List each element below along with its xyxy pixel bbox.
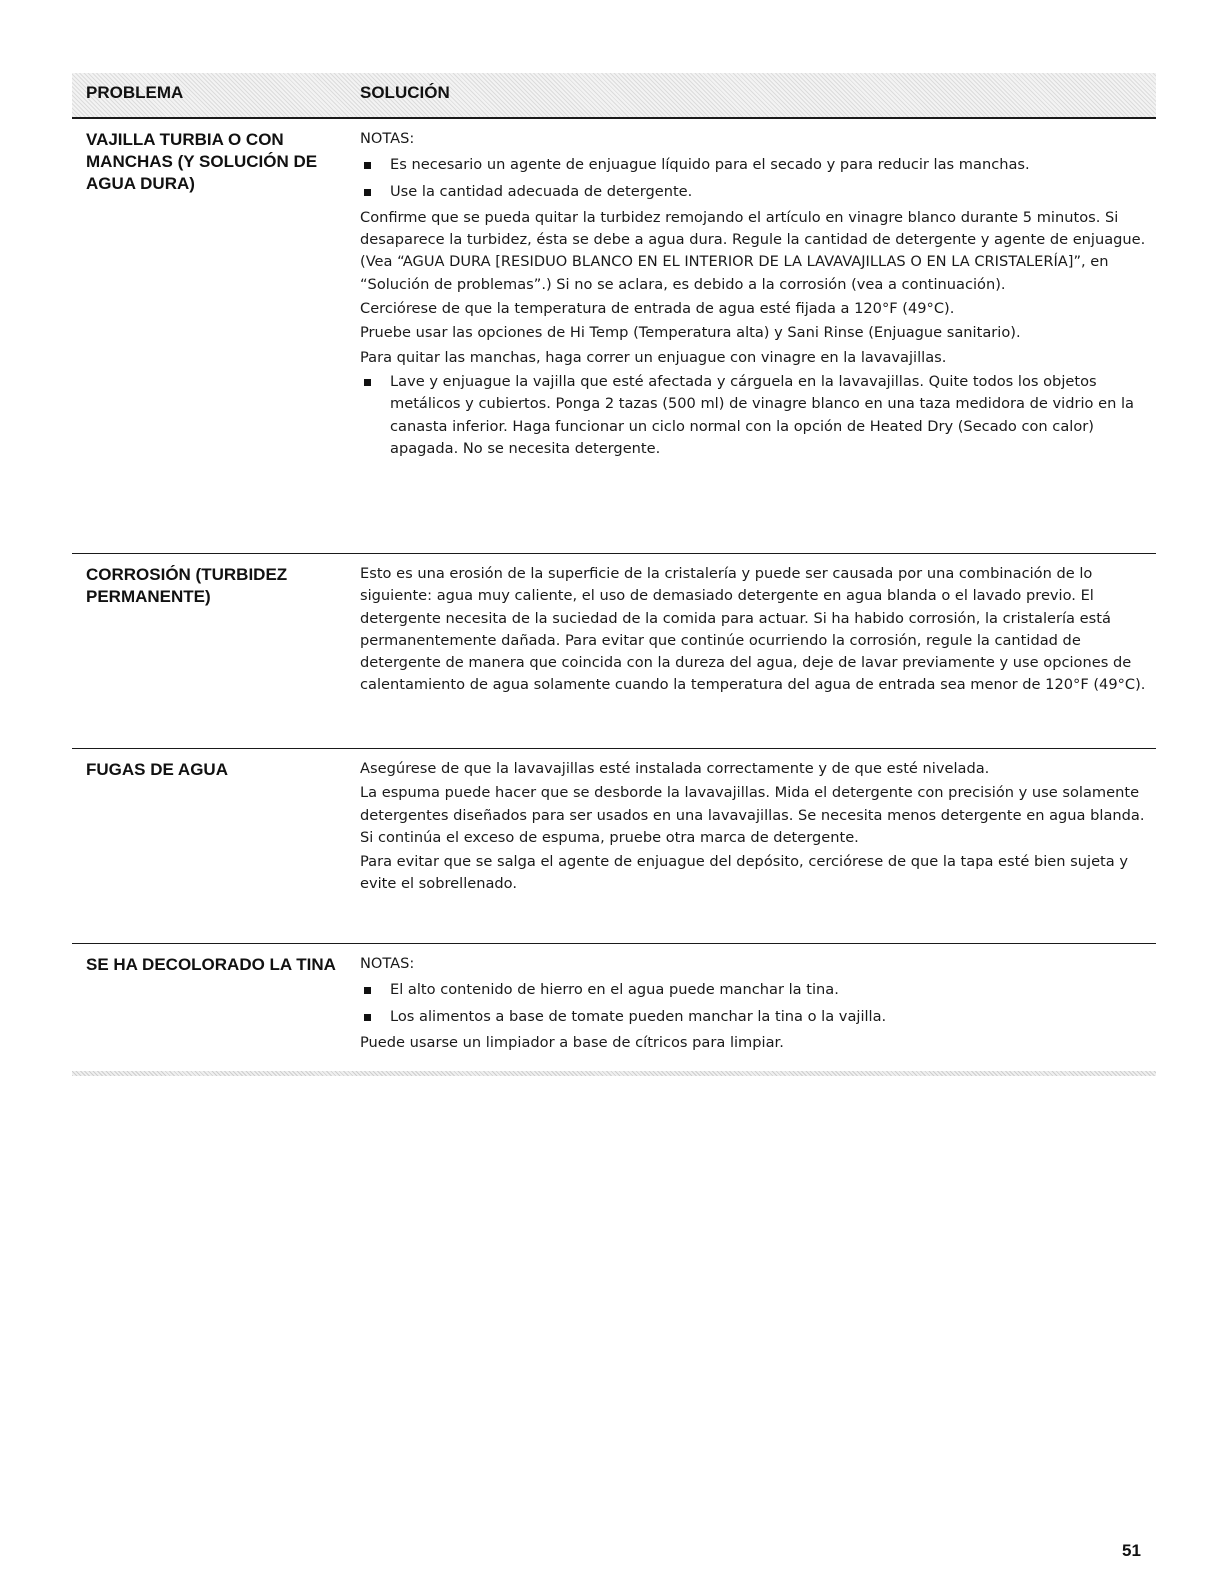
bullet-square-icon xyxy=(364,379,371,386)
solution-text xyxy=(360,563,1150,699)
bullet-square-icon xyxy=(364,189,371,196)
troubleshooting-table xyxy=(72,73,1156,1076)
table-bottom-bar xyxy=(72,1071,1156,1076)
list-item xyxy=(360,371,1150,460)
bullet-square-icon xyxy=(364,162,371,169)
solution-text xyxy=(360,953,1150,1056)
bullet-text: El alto contenido de hierro en el agua puede manchar la tina. xyxy=(390,981,839,999)
bullet-text: Los alimentos a base de tomate pueden manchar la tina o la vajilla. xyxy=(390,1007,887,1025)
bullet-text: Use la cantidad adecuada de detergente. xyxy=(390,182,693,200)
list-item xyxy=(360,181,1150,203)
table-row xyxy=(72,749,1156,944)
solution-text xyxy=(360,758,1150,898)
table-row xyxy=(72,554,1156,749)
problem-title: FUGAS DE AGUA xyxy=(86,760,228,779)
list-item xyxy=(360,1006,1150,1028)
bullet-text: Es necesario un agente de enjuague líquido para el secado y para reducir las manchas. xyxy=(390,156,1030,174)
header-solution: SOLUCIÓN xyxy=(360,83,450,102)
list-item xyxy=(360,979,1150,1001)
table-row xyxy=(72,119,1156,554)
paragraph: Confirme que se pueda quitar la turbidez remojando el artículo en vinagre blanco durante 5 minutos. Si desaparece la turbidez, ésta se debe a agua dura. Regule la cantidad de detergente y agente de enjuague. (Vea “AGUA DURA [RESIDUO BLANCO EN EL INTERIOR DE LA LAVAVAJILLAS O EN LA CRISTALERÍA]”, en “Solución de problemas”.) Si no se aclara, es debido a la corrosión (vea a continuación). xyxy=(360,208,1146,293)
paragraph: Para quitar las manchas, haga correr un enjuague con vinagre en la lavavajillas. xyxy=(360,348,947,366)
problem-title: VAJILLA TURBIA O CON MANCHAS (Y SOLUCIÓN DE AGUA DURA) xyxy=(86,130,318,193)
paragraph: Puede usarse un limpiador a base de cítricos para limpiar. xyxy=(360,1033,784,1051)
paragraph: Asegúrese de que la lavavajillas esté instalada correctamente y de que esté nivelada. xyxy=(360,760,990,777)
paragraph: Pruebe usar las opciones de Hi Temp (Temperatura alta) y Sani Rinse (Enjuague sanitario). xyxy=(360,324,1021,342)
bullet-square-icon xyxy=(364,1014,371,1021)
paragraph: Esto es una erosión de la superficie de la cristalería y puede ser causada por una combinación de lo siguiente: agua muy caliente, el uso de demasiado detergente en agua blanda o el lavado previo. El detergente necesita de la suciedad de la comida para actuar. Si ha habido corrosión, la cristalería está permanentemente dañada. Para evitar que continúe ocurriendo la corrosión, regule la cantidad de detergente de manera que coincida con la dureza del agua, deje de lavar previamente y use opciones de calentamiento de agua solamente cuando la temperatura del agua de entrada sea menor de 120°F (49°C). xyxy=(360,565,1146,694)
paragraph: Cerciórese de que la temperatura de entrada de agua esté fijada a 120°F (49°C). xyxy=(360,300,955,318)
solution-text xyxy=(360,128,1150,464)
header-problem: PROBLEMA xyxy=(86,83,184,102)
problem-title: SE HA DECOLORADO LA TINA xyxy=(86,955,336,974)
bullet-text: Lave y enjuague la vajilla que esté afectada y cárguela en la lavavajillas. Quite todos los objetos metálicos y cubiertos. Ponga 2 tazas (500 ml) de vinagre blanco en una taza medidora de vidrio en la canasta inferior. Haga funcionar un ciclo normal con la opción de Heated Dry (Secado con calor) apagada. No se necesita detergente. xyxy=(390,372,1134,457)
table-row xyxy=(72,944,1156,1071)
list-item xyxy=(360,154,1150,176)
problem-title: CORROSIÓN (TURBIDEZ PERMANENTE) xyxy=(86,565,288,606)
table-header xyxy=(72,73,1156,119)
page-number: 51 xyxy=(1122,1541,1141,1560)
notes-label: NOTAS: xyxy=(360,955,415,972)
paragraph: Para evitar que se salga el agente de enjuague del depósito, cerciórese de que la tapa esté bien sujeta y evite el sobrellenado. xyxy=(360,853,1128,893)
notes-label: NOTAS: xyxy=(360,130,415,147)
paragraph: La espuma puede hacer que se desborde la lavavajillas. Mida el detergente con precisión y use solamente detergentes diseñados para ser usados en una lavavajillas. Se necesita menos detergente en agua blanda. Si continúa el exceso de espuma, pruebe otra marca de detergente. xyxy=(360,784,1145,846)
bullet-square-icon xyxy=(364,987,371,994)
